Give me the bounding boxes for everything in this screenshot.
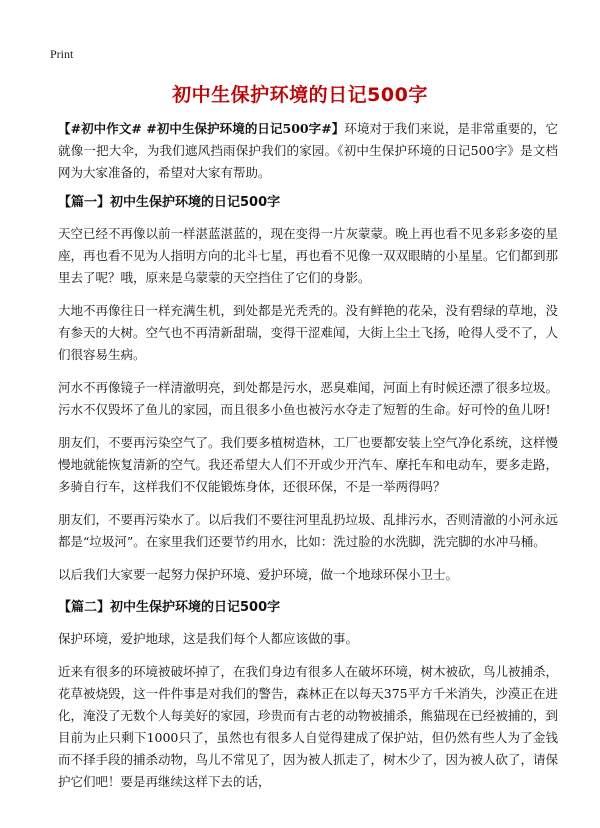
intro-tag: 【#初中作文# #初中生保护环境的日记500字#】 bbox=[58, 121, 345, 136]
page-title: 初中生保护环境的日记500字 bbox=[172, 84, 428, 106]
paragraph: 以后我们大家要一起努力保护环境、爱护环境，做一个地球环保小卫士。 bbox=[58, 567, 459, 582]
paragraph: 近来有很多的环境被破坏掉了，在我们身边有很多人在破坏环境，树木被砍，鸟儿被捕杀，花草被烧毁，这一件件事是对我们的警告，森林正在以每天375平方千米消失，沙漠正在进化，淹没了无数个人每美好的家园，珍贵而有古老的动物被捕杀，熊猫现在已经被捕的，到目前为止只剩下1000只了，虽然也有很多人自觉得建成了保护站，但仍然有些人为了金钱而不择手段的捕杀动物，鸟儿不常见了，因为被人抓走了，树木少了，因为被人砍了，请保护它们吧！要是再继续这样下去的话， bbox=[58, 664, 559, 789]
intro-paragraph bbox=[58, 118, 558, 184]
section-heading-2: 【篇二】初中生保护环境的日记500字 bbox=[58, 600, 281, 615]
paragraph: 保护环境，爱护地球，这是我们每个人都应该做的事。 bbox=[58, 631, 359, 646]
paragraph: 天空已经不再像以前一样湛蓝湛蓝的，现在变得一片灰蒙蒙。晚上再也看不见多彩多姿的星座，再也看不见为人指明方向的北斗七星，再也看不见像一双双眼睛的小星星。它们都到那里去了呢？哦，原来是乌蒙蒙的天空挡住了它们的身影。 bbox=[58, 226, 559, 285]
intro-text: 环境对于我们来说，是非常重要的，它就像一把大伞，为我们遮风挡雨保护我们的家园。《初中生保护环境的日记500字》是文档网为大家准备的，希望对大家有帮助。 bbox=[58, 121, 558, 180]
print-label[interactable]: Print bbox=[50, 47, 74, 61]
paragraph: 朋友们，不要再污染水了。以后我们不要往河里乱扔垃圾、乱排污水，否则清澈的小河永远都是“垃圾河”。在家里我们还要节约用水，比如：洗过脸的水洗脚，洗完脚的水冲马桶。 bbox=[58, 512, 559, 549]
paragraph: 河水不再像镜子一样清澈明亮，到处都是污水，恶臭难闻，河面上有时候还漂了很多垃圾。污水不仅毁坏了鱼儿的家园，而且很多小鱼也被污水夺走了短暂的生命。好可怜的鱼儿呀! bbox=[58, 380, 559, 417]
article-body bbox=[58, 118, 558, 804]
paragraph: 大地不再像往日一样充满生机，到处都是光秃秃的。没有鲜艳的花朵，没有碧绿的草地，没有参天的大树。空气也不再清新甜瑞，变得干涩难闻，大街上尘土飞扬，呛得人受不了，人们很容易生病。 bbox=[58, 303, 559, 362]
paragraph: 朋友们，不要再污染空气了。我们要多植树造林，工厂也要都安装上空气净化系统，这样慢慢地就能恢复清新的空气。我还希望大人们不开或少开汽车、摩托车和电动车，要多走路，多骑自行车，这样我们不仅能锻炼身体，还很环保，不是一举两得吗？ bbox=[58, 435, 559, 494]
section-heading-1: 【篇一】初中生保护环境的日记500字 bbox=[58, 195, 281, 210]
